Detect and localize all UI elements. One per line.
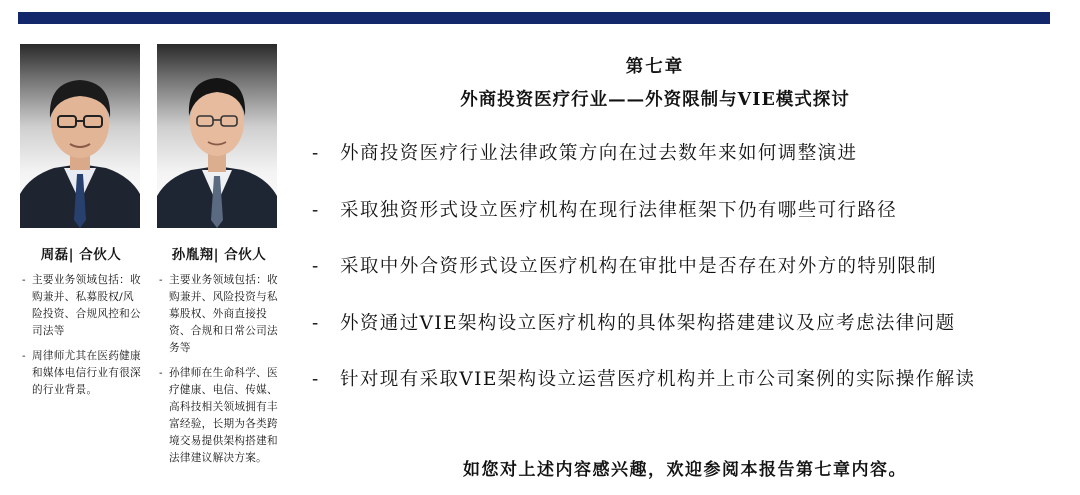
chapter-label: 第七章 bbox=[625, 57, 685, 77]
profile-sun-yinxiang bbox=[157, 44, 281, 475]
footer-note: 如您对上述内容感兴趣，欢迎参阅本报告第七章内容。 bbox=[463, 460, 907, 480]
topic-list bbox=[312, 139, 975, 422]
bio-item: - 主要业务领域包括：收购兼并、私募股权/风险投资、合规风控和公司法等 bbox=[22, 274, 141, 337]
person-name: 周磊| 合伙人 bbox=[40, 247, 122, 263]
profile-zhou-lei bbox=[20, 44, 142, 407]
topic-item: - 针对现有采取VIE架构设立运营医疗机构并上市公司案例的实际操作解读 bbox=[312, 369, 976, 390]
bio-item: - 周律师尤其在医药健康和媒体电信行业有很深的行业背景。 bbox=[22, 350, 141, 396]
topic-item: - 外商投资医疗行业法律政策方向在过去数年来如何调整演进 bbox=[312, 143, 858, 164]
chapter-title: 外商投资医疗行业——外资限制与VIE模式探讨 bbox=[460, 90, 850, 110]
top-banner-bar bbox=[18, 12, 1050, 24]
portrait-photo bbox=[20, 44, 140, 228]
bio-item: - 主要业务领域包括：收购兼并、风险投资与私募股权、外商直接投资、合规和日常公司法务等 bbox=[159, 274, 278, 354]
portrait-photo bbox=[157, 44, 277, 228]
bio-item: - 孙律师在生命科学、医疗健康、电信、传媒、高科技相关领域拥有丰富经验，长期为各类跨境交易提供架构搭建和法律建议解决方案。 bbox=[159, 367, 278, 464]
topic-item: - 采取中外合资形式设立医疗机构在审批中是否存在对外方的特别限制 bbox=[312, 256, 938, 277]
topic-item: - 采取独资形式设立医疗机构在现行法律框架下仍有哪些可行路径 bbox=[312, 199, 898, 221]
bio-list bbox=[20, 272, 142, 399]
bio-list bbox=[157, 272, 281, 467]
topic-item: - 外资通过VIE架构设立医疗机构的具体架构搭建建议及应考虑法律问题 bbox=[312, 312, 956, 334]
person-name: 孙胤翔| 合伙人 bbox=[171, 247, 267, 263]
